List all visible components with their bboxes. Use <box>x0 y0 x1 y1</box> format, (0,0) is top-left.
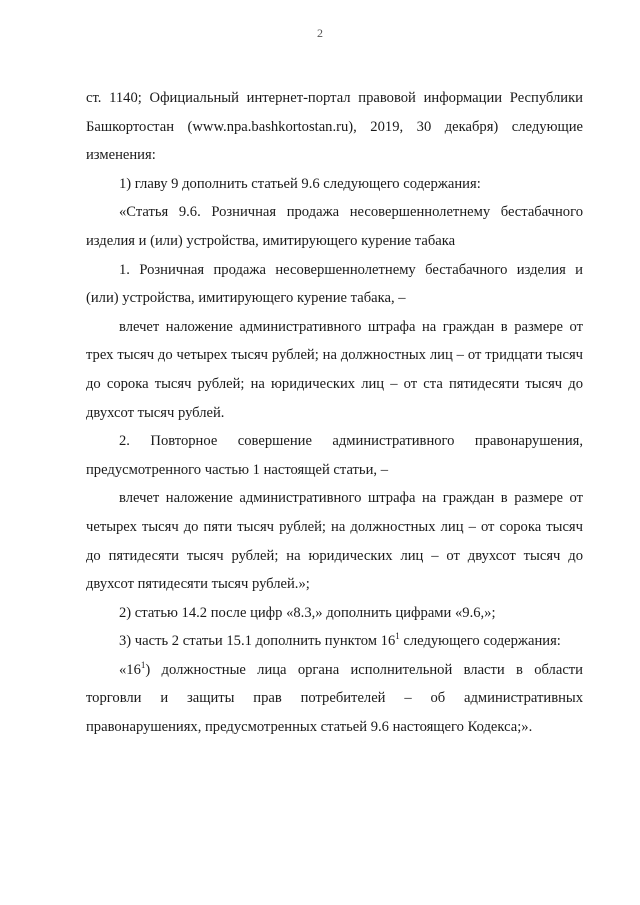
item-16-1-body: ) должностные лица органа исполнительной власти в области торговли и защиты прав потребителей – об административных правонарушениях, предусмотренных статьей 9.6 настоящего Кодекса;». <box>86 661 583 736</box>
paragraph-item-2: 2) статью 14.2 после цифр «8.3,» дополнить цифрами «9.6,»; <box>119 604 496 621</box>
superscript: 1 <box>140 659 146 670</box>
item-16-1-text <box>86 656 583 742</box>
paragraph-item-3-text-end: следующего содержания: <box>399 633 561 650</box>
paragraph-item-3-text: 3) часть 2 статьи 15.1 дополнить пунктом 16 <box>119 633 396 650</box>
superscript: 1 <box>395 631 400 642</box>
paragraph-intro-continuation: ст. 1140; Официальный интернет-портал правовой информации Республики Башкортостан (www.npa.bashkortostan.ru), 2019, 30 декабря) следующие изменения: <box>86 90 583 164</box>
article-9-6-part-2: 2. Повторное совершение административного правонарушения, предусмотренного частью 1 настоящей статьи, – <box>86 433 583 478</box>
paragraph-item-3 <box>86 627 583 656</box>
article-9-6-part-1-penalty: влечет наложение административного штрафа на граждан в размере от трех тысяч до четырех тысяч рублей; на должностных лиц – от тридцати тысяч до сорока тысяч рублей; на юридических лиц – от ста пятидесяти тысяч до двухсот тысяч рублей. <box>86 318 583 421</box>
article-9-6-part-2-penalty: влечет наложение административного штрафа на граждан в размере от четырех тысяч до пяти тысяч рублей; на должностных лиц – от сорока тысяч до пятидесяти тысяч рублей; на юридических лиц – от двухсот тысяч до двухсот пятидесяти тысяч рублей.»; <box>86 490 583 593</box>
paragraph-item-1: 1) главу 9 дополнить статьей 9.6 следующего содержания: <box>119 175 481 192</box>
item-16-1-number: «16 <box>119 661 141 678</box>
article-9-6-part-1: 1. Розничная продажа несовершеннолетнему бестабачного изделия и (или) устройства, имитирующего курение табака, – <box>86 261 583 307</box>
document-body <box>86 84 583 742</box>
article-9-6-title: «Статья 9.6. Розничная продажа несовершеннолетнему бестабачного изделия и (или) устройства, имитирующего курение табака <box>86 204 583 249</box>
page-number: 2 <box>317 26 323 40</box>
